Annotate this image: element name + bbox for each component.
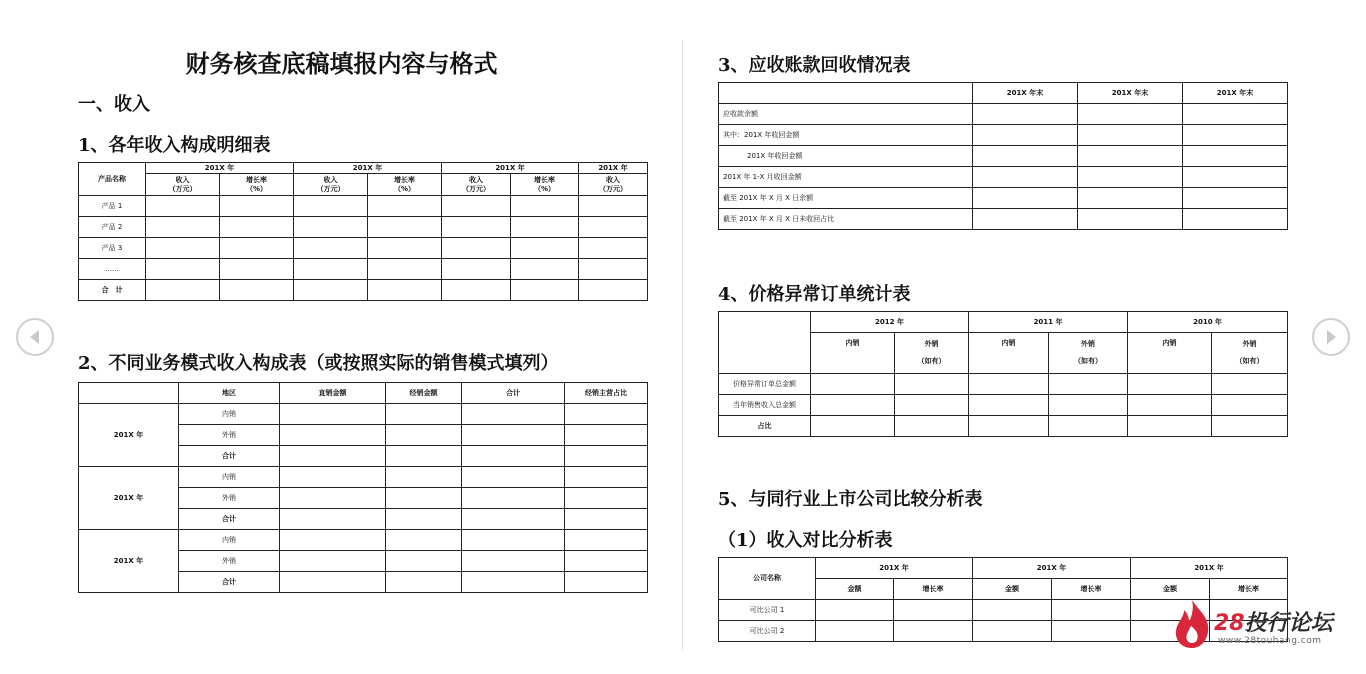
header-income: 收入 （万元） bbox=[579, 174, 648, 196]
watermark-brand: 28投行论坛 bbox=[1214, 611, 1333, 636]
abnormal-price-orders-table bbox=[718, 311, 1288, 437]
header-distribution-ratio: 经销主营占比 bbox=[565, 383, 648, 404]
header-growth: 增长率 （%） bbox=[368, 174, 442, 196]
next-page-button[interactable] bbox=[1312, 318, 1350, 356]
table-row: 价格异常订单总金额 bbox=[719, 374, 1288, 395]
income-detail-table bbox=[78, 162, 648, 301]
heading-table-4: 4、价格异常订单统计表 bbox=[718, 284, 911, 305]
header-growth: 增长率 bbox=[894, 579, 973, 600]
header-income: 收入 （万元） bbox=[294, 174, 368, 196]
table-row-total: 合 计 bbox=[79, 280, 648, 301]
table-row: …… bbox=[79, 259, 648, 280]
heading-table-2: 2、不同业务模式收入构成表（或按照实际的销售模式填列） bbox=[78, 353, 559, 374]
header-distribution-sales: 经销金额 bbox=[386, 383, 462, 404]
heading-table-3: 3、应收账款回收情况表 bbox=[718, 55, 911, 76]
table-row: 合计 bbox=[79, 446, 648, 467]
watermark-url: www.28touhang.com bbox=[1218, 636, 1322, 646]
heading-table-1: 1、各年收入构成明细表 bbox=[78, 135, 271, 156]
table-row: 可比公司 1 bbox=[719, 600, 1288, 621]
chevron-left-icon bbox=[18, 320, 52, 354]
header-export: 外销 （如有） bbox=[1049, 333, 1128, 374]
table-row: 应收款余额 bbox=[719, 104, 1288, 125]
header-company-name: 公司名称 bbox=[719, 558, 816, 600]
header-amount: 金额 bbox=[816, 579, 894, 600]
header-growth: 增长率 bbox=[1210, 579, 1288, 600]
business-model-income-table bbox=[78, 382, 648, 593]
year-cell: 201X 年 bbox=[79, 530, 179, 593]
header-amount: 金额 bbox=[1131, 579, 1210, 600]
table-row: 可比公司 2 bbox=[719, 621, 1288, 642]
header-growth: 增长率 （%） bbox=[220, 174, 294, 196]
page-divider bbox=[682, 40, 683, 650]
header-direct-sales: 直销金额 bbox=[280, 383, 386, 404]
header-year: 2012 年 bbox=[811, 312, 969, 333]
header-year: 201X 年 bbox=[146, 163, 294, 174]
header-year: 201X 年 bbox=[579, 163, 648, 174]
table-row: 合计 bbox=[79, 509, 648, 530]
table-row: 201X 年 内销 bbox=[79, 530, 648, 551]
header-region: 地区 bbox=[179, 383, 280, 404]
table-row: 截至 201X 年 X 月 X 日未收回占比 bbox=[719, 209, 1288, 230]
table-row: 外销 bbox=[79, 425, 648, 446]
table-row: 产品 3 bbox=[79, 238, 648, 259]
header-product-name: 产品名称 bbox=[79, 163, 146, 196]
header-total: 合计 bbox=[462, 383, 565, 404]
prev-page-button[interactable] bbox=[16, 318, 54, 356]
header-year: 2010 年 bbox=[1128, 312, 1288, 333]
table-row: 201X 年收回金额 bbox=[719, 146, 1288, 167]
table-row: 产品 2 bbox=[79, 217, 648, 238]
header-domestic: 内销 bbox=[969, 333, 1049, 374]
page-title: 财务核查底稿填报内容与格式 bbox=[185, 49, 498, 78]
header-year-end: 201X 年末 bbox=[1078, 83, 1183, 104]
flame-logo-icon bbox=[1170, 598, 1214, 650]
header-year: 201X 年 bbox=[294, 163, 442, 174]
header-income: 收入 （万元） bbox=[442, 174, 511, 196]
heading-table-5: 5、与同行业上市公司比较分析表 bbox=[718, 489, 983, 510]
header-amount: 金额 bbox=[973, 579, 1052, 600]
header-year: 201X 年 bbox=[1131, 558, 1288, 579]
header-domestic: 内销 bbox=[1128, 333, 1212, 374]
header-year: 201X 年 bbox=[442, 163, 579, 174]
header-year-end: 201X 年末 bbox=[973, 83, 1078, 104]
year-cell: 201X 年 bbox=[79, 404, 179, 467]
table-row: 201X 年 1-X 月收回金额 bbox=[719, 167, 1288, 188]
chevron-right-icon bbox=[1314, 320, 1348, 354]
table-row: 当年销售收入总金额 bbox=[719, 395, 1288, 416]
table-row: 外销 bbox=[79, 551, 648, 572]
table-row: 截至 201X 年 X 月 X 日余额 bbox=[719, 188, 1288, 209]
table-row: 201X 年 内销 bbox=[79, 404, 648, 425]
year-cell: 201X 年 bbox=[79, 467, 179, 530]
header-year: 201X 年 bbox=[816, 558, 973, 579]
header-export: 外销 （如有） bbox=[1212, 333, 1288, 374]
header-domestic: 内销 bbox=[811, 333, 895, 374]
table-row: 外销 bbox=[79, 488, 648, 509]
header-growth: 增长率 （%） bbox=[511, 174, 579, 196]
table-row: 合计 bbox=[79, 572, 648, 593]
header-growth: 增长率 bbox=[1052, 579, 1131, 600]
header-year: 2011 年 bbox=[969, 312, 1128, 333]
table-row: 占比 bbox=[719, 416, 1288, 437]
heading-table-5-1: （1）收入对比分析表 bbox=[718, 530, 893, 551]
header-export: 外销 （如有） bbox=[895, 333, 969, 374]
header-year: 201X 年 bbox=[973, 558, 1131, 579]
receivables-recovery-table bbox=[718, 82, 1288, 230]
header-income: 收入 （万元） bbox=[146, 174, 220, 196]
header-year-end: 201X 年末 bbox=[1183, 83, 1288, 104]
table-row: 201X 年 内销 bbox=[79, 467, 648, 488]
table-row: 其中：201X 年收回金额 bbox=[719, 125, 1288, 146]
table-row: 产品 1 bbox=[79, 196, 648, 217]
section-heading-income: 一、收入 bbox=[78, 94, 150, 115]
